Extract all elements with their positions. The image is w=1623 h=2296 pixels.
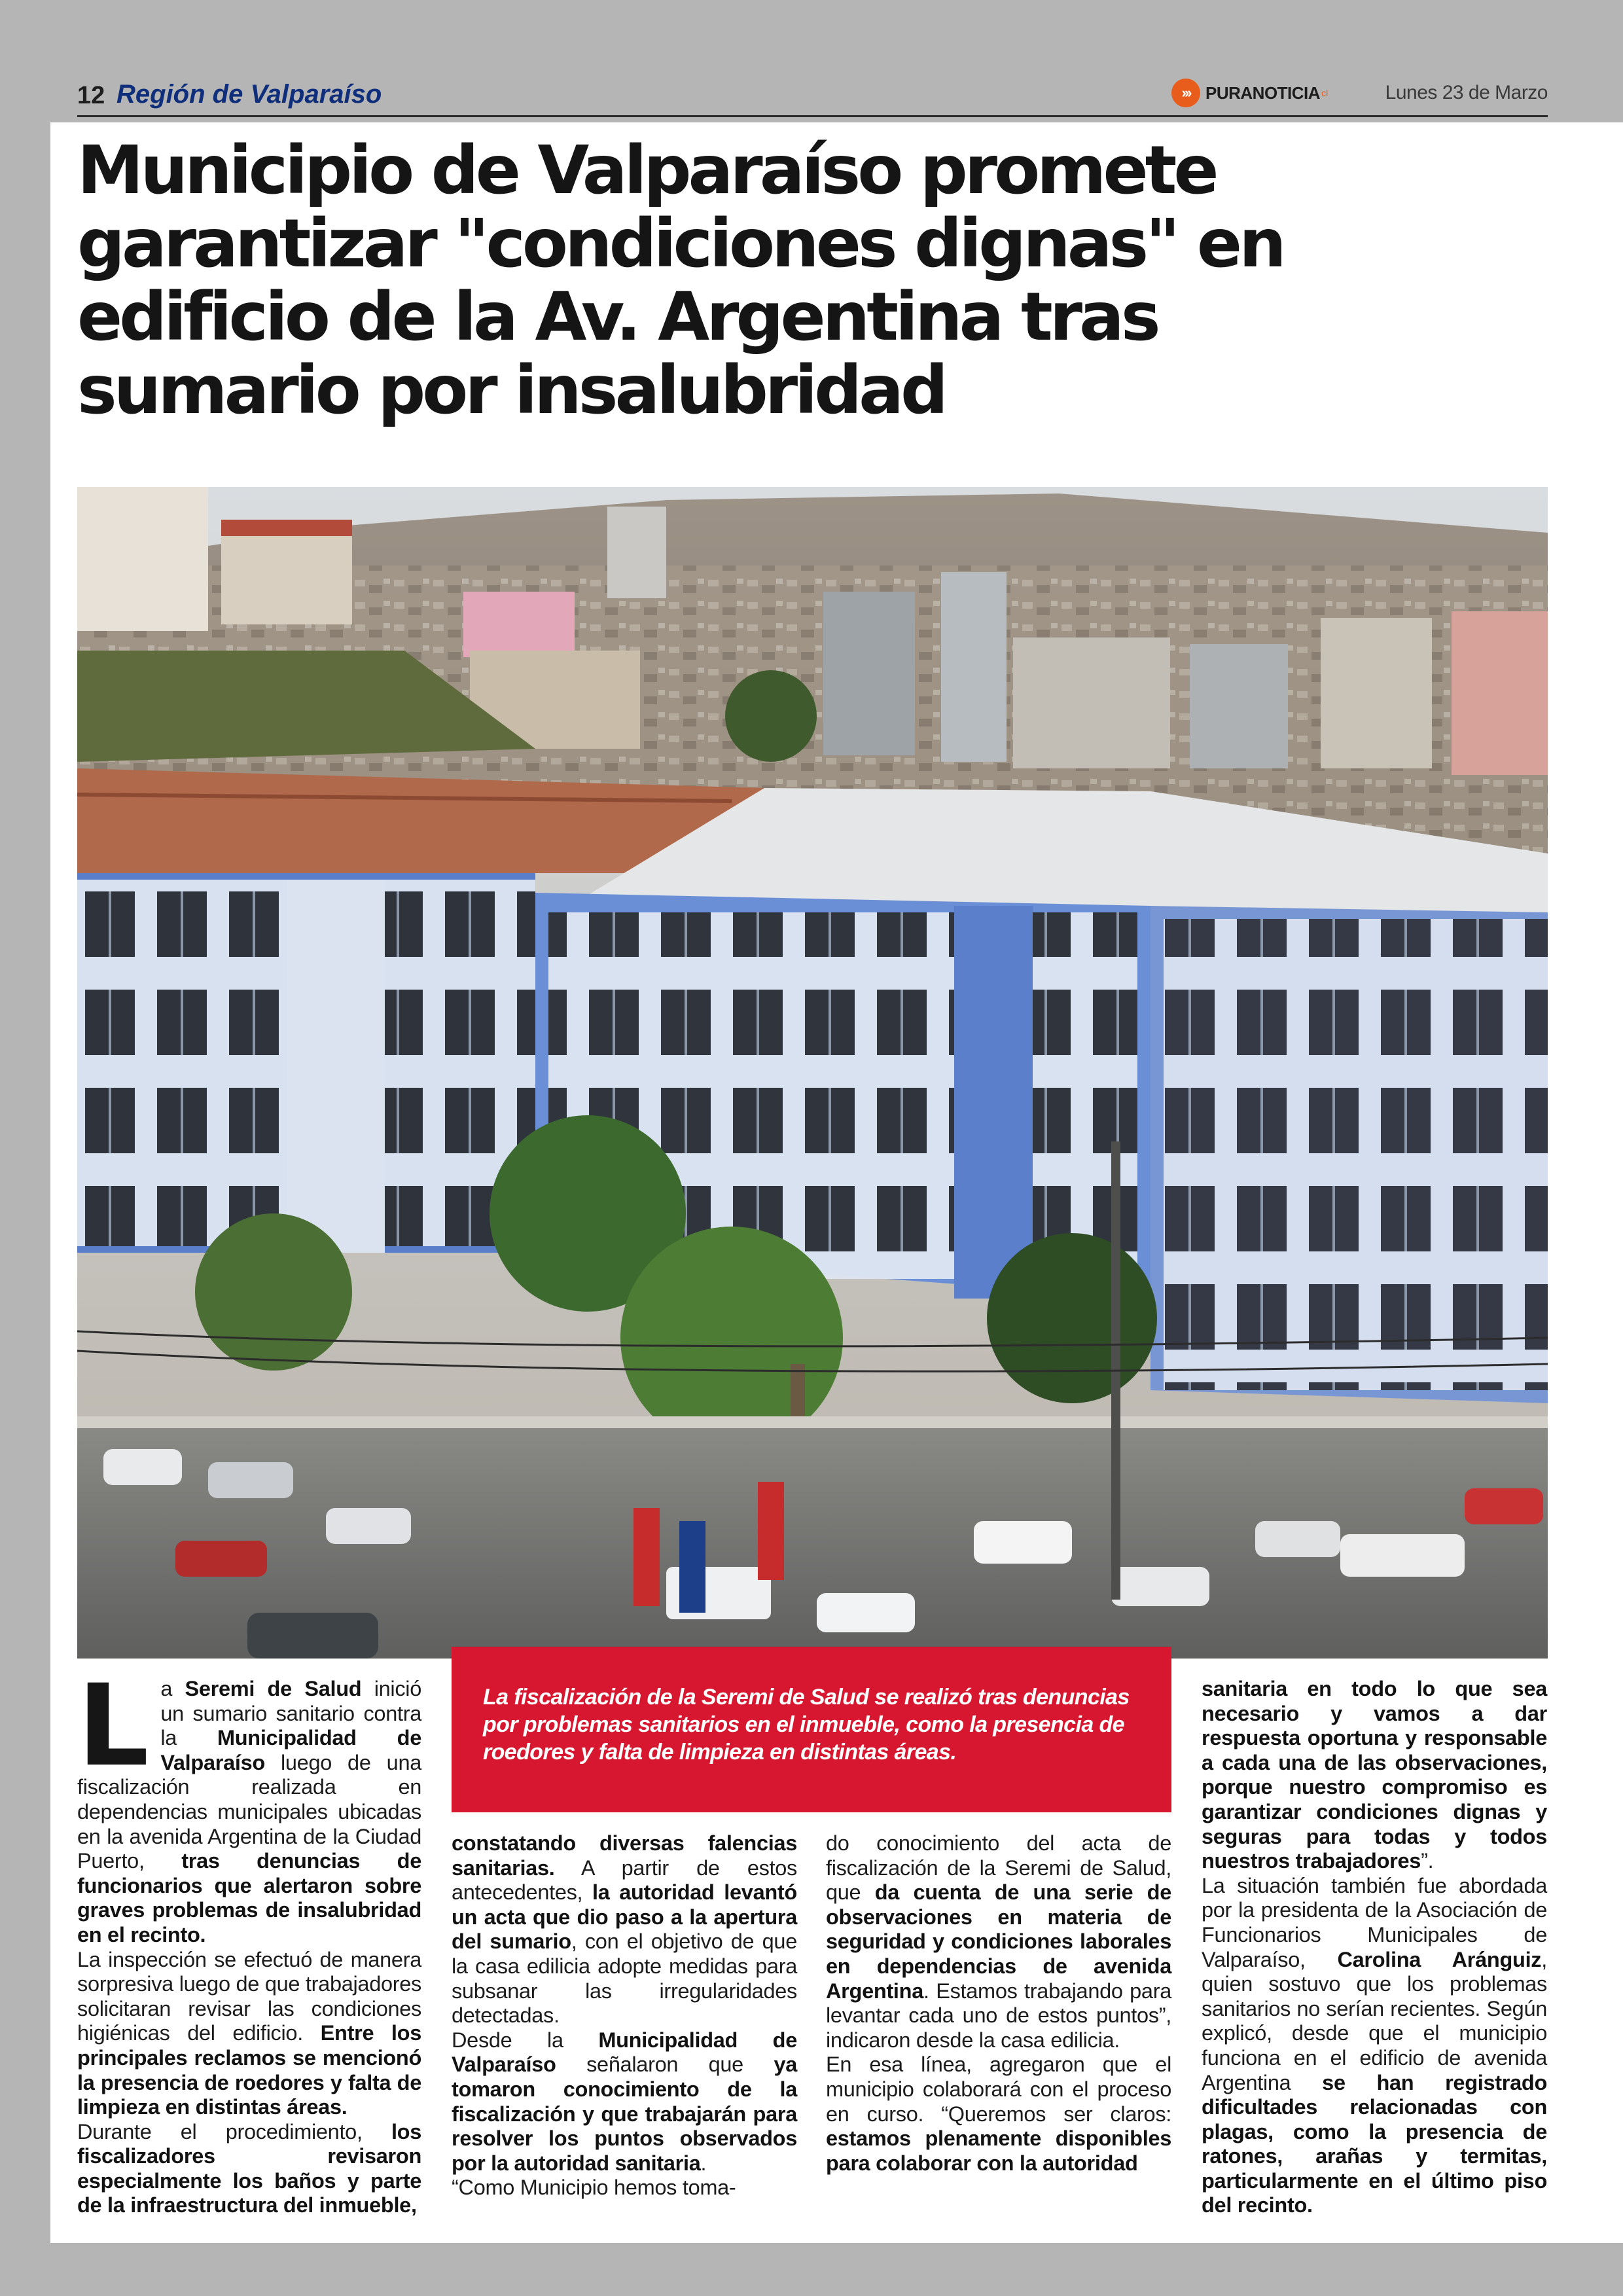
text-run: a bbox=[160, 1677, 185, 1700]
article-column-1 bbox=[77, 1660, 422, 2218]
article-column-3 bbox=[826, 1831, 1171, 2176]
pull-quote-box bbox=[452, 1647, 1171, 1812]
bold-run: sanitaria en todo lo que sea necesario y vamos a dar respuesta oportuna y responsable a cada una de las observaciones, porque nuestro compromiso es garantizar condiciones dignas y seguras para todas y todos nuestros trabajadores bbox=[1202, 1677, 1547, 1873]
bold-run: da cuenta de una serie de observaciones en materia de seguridad y condiciones laborales en dependencias de avenida Argentina bbox=[826, 1880, 1171, 2003]
brand-tld: cl bbox=[1321, 88, 1329, 98]
brand-chevrons-icon: ››› bbox=[1171, 79, 1200, 107]
paragraph bbox=[826, 2053, 1171, 2176]
article-column-2 bbox=[452, 1831, 797, 2200]
paragraph bbox=[826, 1831, 1171, 2053]
paragraph bbox=[1202, 1677, 1547, 1874]
section-title: Región de Valparaíso bbox=[116, 80, 382, 109]
paragraph bbox=[452, 2028, 797, 2176]
bold-run: Municipalidad de Valparaíso bbox=[160, 1726, 421, 1774]
text-run: do conocimiento del acta de fiscalización de la Seremi de Salud, que bbox=[826, 1831, 1171, 1905]
text-run: inició un sumario sanitario contra la bbox=[160, 1677, 422, 1750]
bold-run: la autoridad levantó un acta que dio paso a la apertura del sumario bbox=[452, 1880, 797, 1954]
text-run: . bbox=[700, 2151, 707, 2175]
text-run: , con el objetivo de que la casa edilicia adopte medidas para subsanar las irregularidades detectadas. bbox=[452, 1929, 797, 2028]
paragraph bbox=[1202, 1874, 1547, 2218]
text-run: A partir de estos antecedentes, bbox=[452, 1856, 797, 1905]
paragraph bbox=[452, 2176, 797, 2200]
building-photo bbox=[77, 487, 1548, 1659]
text-run: La inspección se efectuó de manera sorpresiva luego de que trabajadores solicitaran revisar las condiciones higiénicas del edificio. bbox=[77, 1947, 421, 2045]
bold-run: constatando diversas falencias sanitarias. bbox=[452, 1831, 797, 1880]
text-run: . Estamos trabajando para levantar cada uno de estos puntos”, indicaron desde la casa edilicia. bbox=[826, 1979, 1171, 2052]
text-run: La situación también fue abordada por la presidenta de la Asociación de Funcionarios Municipales de Valparaíso, bbox=[1202, 1873, 1547, 1971]
header-rule bbox=[77, 115, 1548, 117]
bold-run: ya tomaron conocimiento de la fiscalización y que trabajarán para resolver los puntos observados por la autoridad sanitaria bbox=[452, 2053, 797, 2175]
bold-run: Seremi de Salud bbox=[185, 1677, 362, 1700]
page-number: 12 bbox=[77, 82, 105, 109]
text-run: En esa línea, agregaron que el municipio colaborará con el proceso en curso. “Queremos ser claros: bbox=[826, 2053, 1171, 2126]
paragraph bbox=[77, 1948, 421, 2120]
brand-name: PURANOTICIA bbox=[1205, 82, 1321, 103]
bold-run: estamos plenamente disponibles para colaborar con la autoridad bbox=[826, 2126, 1171, 2175]
bold-run: se han registrado dificultades relacionadas con plagas, como la presencia de ratones, arañas y termitas, particularmente en el último piso del recinto. bbox=[1202, 2070, 1548, 2217]
text-run: ”. bbox=[1421, 1849, 1434, 1873]
bold-run: tras denuncias de funcionarios que alertaron sobre graves problemas de insalubridad en el recinto. bbox=[77, 1849, 422, 1946]
bold-run: Carolina Aránguiz bbox=[1337, 1947, 1542, 1971]
headline: Municipio de Valparaíso promete garantizar "condiciones dignas" en edificio de la Av. Argentina tras sumario por insalubridad bbox=[77, 132, 1283, 429]
bold-run: los fiscalizadores revisaron especialmente los baños y parte de la infraestructura del inmueble, bbox=[77, 2119, 421, 2217]
page-header bbox=[77, 75, 1548, 118]
text-run: Desde la bbox=[452, 2028, 599, 2052]
drop-cap: L bbox=[77, 1660, 149, 1791]
issue-date: Lunes 23 de Marzo bbox=[1385, 82, 1548, 103]
text-run: luego de una fiscalización realizada en dependencias municipales ubicadas en la avenida Argentina de la Ciudad Puerto, bbox=[77, 1750, 421, 1873]
text-run: “Como Municipio hemos toma- bbox=[452, 2176, 736, 2200]
bold-run: Municipalidad de Valparaíso bbox=[452, 2028, 797, 2077]
bold-run: Entre los principales reclamos se mencionó la presencia de roedores y falta de limpieza en distintas áreas. bbox=[77, 2021, 421, 2119]
text-run: , quien sostuvo que los problemas sanitarios no serían recientes. Según explicó, desde que el municipio funciona en el edificio de avenida Argentina bbox=[1202, 1947, 1547, 2094]
paragraph bbox=[77, 2120, 421, 2218]
pull-quote: La fiscalización de la Seremi de Salud se realizó tras denuncias por problemas sanitarios en el inmueble, como la presencia de roedores y falta de limpieza en distintas áreas. bbox=[483, 1685, 1130, 1765]
paragraph bbox=[452, 1831, 797, 2028]
text-run: Durante el procedimiento, bbox=[77, 2119, 391, 2144]
brand-logo bbox=[1171, 78, 1328, 108]
text-run: señalaron que bbox=[556, 2053, 774, 2077]
article-column-4 bbox=[1202, 1677, 1547, 2218]
